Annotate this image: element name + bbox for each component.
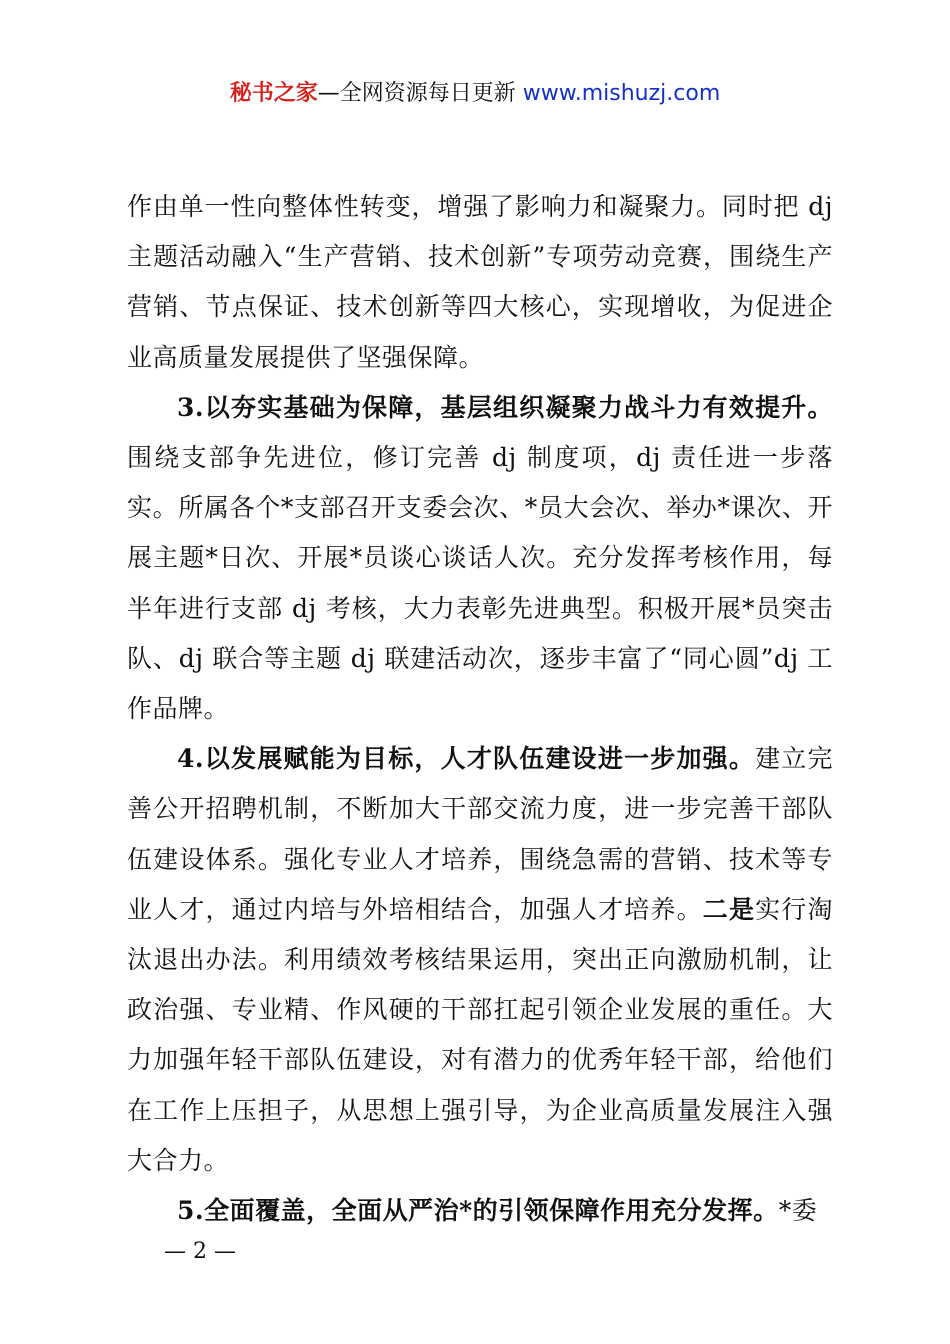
site-url-link[interactable]: www.mishuzj.com [522,81,721,106]
paragraph-text: *委 [778,1196,818,1226]
paragraph-text: 围绕支部争先进位，修订完善 dj 制度项，dj 责任进一步落实。所属各个*支部召开支委会次、*员大会次、举办*课次、开展主题*日次、开展*员谈心谈话人次。充分发挥考核作用，每半年进行支部 dj 考核，大力表彰先进典型。积极开展*员突击队、dj 联合等主题 dj 联建活动次，逐步丰富了“同心圆”dj 工作品牌。 [127,443,833,724]
paragraph-3 [127,734,833,1186]
section-heading-3: 3.以夯实基础为保障，基层组织凝聚力战斗力有效提升。 [177,392,833,422]
emphasis-marker: 二是 [702,894,756,924]
site-header [0,78,950,110]
paragraph-4 [127,1186,833,1236]
header-tagline: —全网资源每日更新 [317,81,523,106]
paragraph-text: 作由单一性向整体性转变，增强了影响力和凝聚力。同时把 dj 主题活动融入“生产营销、技术创新”专项劳动竞赛，围绕生产营销、节点保证、技术创新等四大核心，实现增收，为促进企业高质量发展提供了坚强保障。 [127,192,833,372]
brand-name: 秘书之家 [229,81,318,106]
paragraph-1 [127,182,833,383]
document-body [127,182,833,1236]
paragraph-2 [127,383,833,734]
section-heading-5: 5.全面覆盖，全面从严治*的引领保障作用充分发挥。 [177,1196,779,1226]
section-heading-4: 4.以发展赋能为目标，人才队伍建设进一步加强。 [177,744,756,774]
page-number: — 2 — [164,1239,236,1264]
paragraph-text: 实行淘汰退出办法。利用绩效考核结果运用，突出正向激励机制，让政治强、专业精、作风硬的干部扛起引领企业发展的重任。大力加强年轻干部队伍建设，对有潜力的优秀年轻干部，给他们在工作上压担子，从思想上强引导，为企业高质量发展注入强大合力。 [127,894,833,1175]
paragraph-text: 建立完善公开招聘机制，不断加大干部交流力度，进一步完善干部队伍建设体系。强化专业人才培养，围绕急需的营销、技术等专业人才，通过内培与外培相结合，加强人才培养。 [127,744,833,924]
